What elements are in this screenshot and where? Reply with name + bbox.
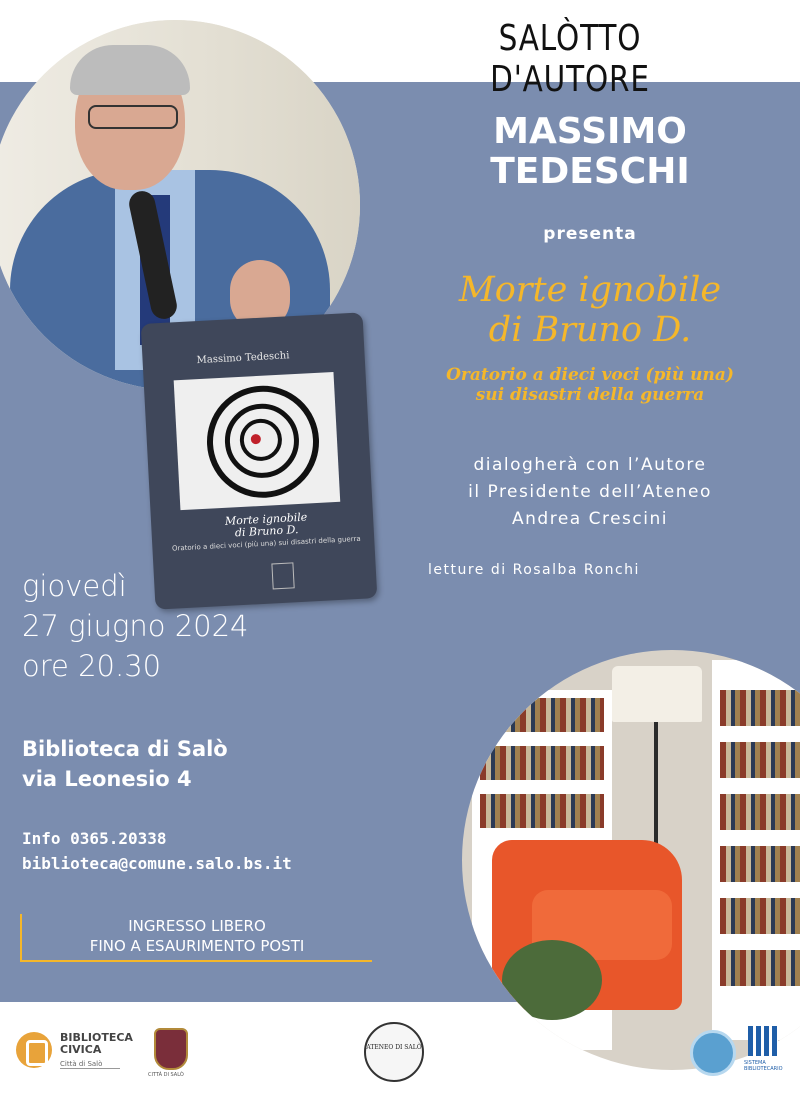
venue (22, 734, 402, 794)
book-cover-art (174, 372, 341, 510)
event-date (22, 566, 382, 686)
event-time: ore 20.30 (22, 649, 162, 683)
lamp-icon (612, 666, 702, 722)
city-crest-icon (154, 1028, 188, 1070)
region-badge-icon (690, 1030, 736, 1076)
series-title: SALÒTTO D'AUTORE (490, 18, 650, 100)
book-title: Morte ignobile di Bruno D. (458, 270, 722, 350)
ateneo-seal-icon: ATENEO DI SALÒ (364, 1022, 424, 1082)
library-system-label: SISTEMA BIBLIOTECARIO (744, 1060, 783, 1072)
biblioteca-civica-logo-icon (16, 1032, 52, 1068)
book-cover-subtitle: Oratorio a dieci voci (più una) sui disastri della guerra (171, 534, 361, 553)
plant-icon (502, 940, 602, 1020)
presenta-label: presenta (543, 224, 637, 244)
event-day: 27 giugno 2024 (22, 609, 249, 643)
contact-info (22, 826, 422, 876)
dialog-info: dialogherà con l’Autore il Presidente dell’Ateneo Andrea Crescini (468, 455, 712, 529)
contact-email[interactable]: biblioteca@comune.salo.bs.it (22, 854, 292, 873)
city-crest-label: CITTÀ DI SALÒ (148, 1072, 184, 1078)
library-photo (462, 650, 800, 1070)
author-name: MASSIMO TEDESCHI (490, 111, 690, 192)
book-cover-title: Morte ignobile di Bruno D. (224, 510, 308, 540)
event-weekday: giovedì (22, 569, 127, 603)
sponsor-logos (0, 1010, 800, 1090)
biblioteca-civica-logo: BIBLIOTECA CIVICA (60, 1031, 133, 1056)
book-subtitle: Oratorio a dieci voci (più una) sui disastri della guerra (446, 365, 734, 405)
book-cover-author: Massimo Tedeschi (196, 350, 290, 367)
contact-phone: Info 0365.20338 (22, 829, 167, 848)
library-system-logo-icon (748, 1026, 778, 1056)
venue-address: via Leonesio 4 (22, 767, 192, 791)
venue-name: Biblioteca di Salò (22, 737, 228, 761)
entry-notice: INGRESSO LIBERO FINO A ESAURIMENTO POSTI (89, 917, 305, 955)
readings-credit: letture di Rosalba Ronchi (428, 562, 640, 578)
biblioteca-civica-sub: Città di Salò (60, 1060, 120, 1069)
